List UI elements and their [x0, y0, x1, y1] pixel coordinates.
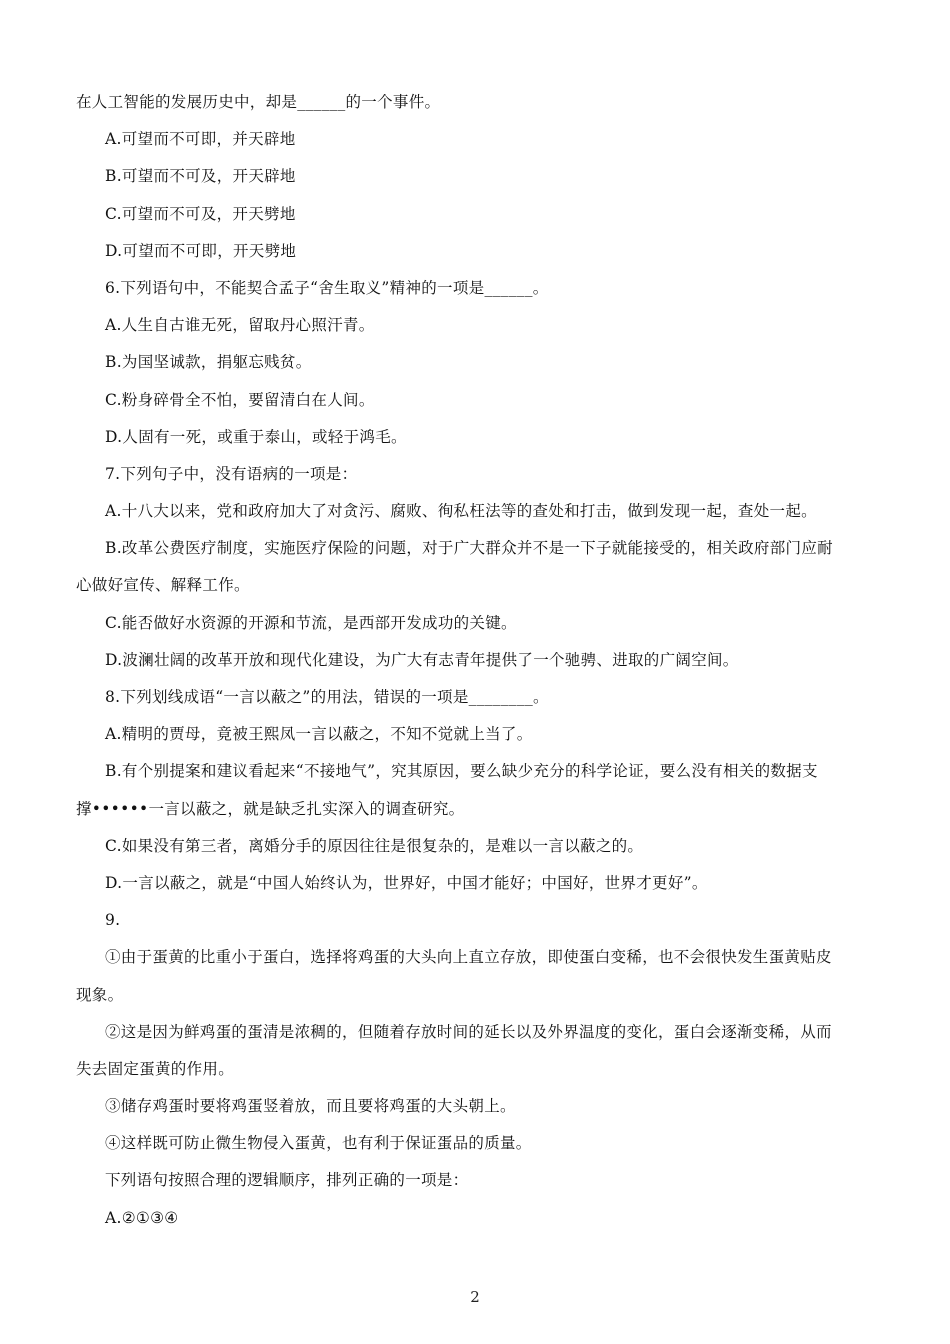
sentence-line: ④这样既可防止微生物侵入蛋黄，也有利于保证蛋品的质量。: [105, 1134, 532, 1153]
option-line: A.精明的贾母，竟被王熙凤一言以蔽之，不知不觉就上当了。: [105, 725, 533, 744]
sentence-line-continued: 现象。: [76, 985, 124, 1004]
option-line-continued: 心做好宣传、解释工作。: [76, 576, 250, 595]
option-line: B.改革公费医疗制度，实施医疗保险的问题，对于广大群众并不是一下子就能接受的，相关政府部门应耐: [105, 539, 833, 558]
option-line: C.粉身碎骨全不怕，要留清白在人间。: [105, 390, 375, 409]
option-line: D.波澜壮阔的改革开放和现代化建设，为广大有志青年提供了一个驰骋、进取的广阔空间。: [105, 650, 739, 669]
question-prompt: 下列语句按照合理的逻辑顺序，排列正确的一项是：: [105, 1171, 469, 1190]
option-line: C.可望而不可及，开天劈地: [105, 204, 296, 223]
sentence-line: ①由于蛋黄的比重小于蛋白，选择将鸡蛋的大头向上直立存放，即使蛋白变稀，也不会很快发生蛋黄贴皮: [105, 948, 832, 967]
option-line: B.有个别提案和建议看起来“不接地气”，究其原因，要么缺少充分的科学论证，要么没有相关的数据支: [105, 762, 818, 781]
sentence-line: ③储存鸡蛋时要将鸡蛋竖着放，而且要将鸡蛋的大头朝上。: [105, 1097, 516, 1116]
sentence-line: ②这是因为鲜鸡蛋的蛋清是浓稠的，但随着存放时间的延长以及外界温度的变化，蛋白会逐渐变稀，从而: [105, 1022, 832, 1041]
option-line: B.可望而不可及，开天辟地: [105, 167, 296, 186]
question-9: 9.: [105, 911, 121, 930]
option-line: D.人固有一死，或重于泰山，或轻于鸿毛。: [105, 427, 407, 446]
question-7: 7.下列句子中，没有语病的一项是：: [105, 464, 358, 483]
document-body: [76, 84, 881, 1237]
option-line: C.如果没有第三者，离婚分手的原因往往是很复杂的，是难以一言以蔽之的。: [105, 836, 644, 855]
option-line: A.②①③④: [105, 1208, 179, 1227]
option-line: D.可望而不可即，开天劈地: [105, 241, 297, 260]
option-line-continued: 撑••••••一言以蔽之，就是缺乏扎实深入的调查研究。: [76, 799, 465, 818]
question-8: 8.下列划线成语“一言以蔽之”的用法，错误的一项是________。: [105, 688, 549, 706]
sentence-line-continued: 失去固定蛋黄的作用。: [76, 1059, 235, 1078]
option-line: A.可望而不可即，并天辟地: [105, 130, 296, 149]
option-line: A.人生自古谁无死，留取丹心照汗青。: [105, 316, 375, 335]
page-number: 2: [470, 1288, 480, 1306]
option-line: A.十八大以来，党和政府加大了对贪污、腐败、徇私枉法等的查处和打击，做到发现一起，查处一起。: [105, 502, 817, 521]
question-6: 6.下列语句中，不能契合孟子“舍生取义”精神的一项是______。: [105, 278, 549, 297]
text-line: 在人工智能的发展历史中，却是______的一个事件。: [76, 93, 441, 111]
option-line: D.一言以蔽之，就是“中国人始终认为，世界好，中国才能好；中国好，世界才更好”。: [105, 873, 708, 892]
option-line: C.能否做好水资源的开源和节流，是西部开发成功的关键。: [105, 613, 517, 632]
option-line: B.为国坚诚款，捐躯忘贱贫。: [105, 353, 312, 372]
